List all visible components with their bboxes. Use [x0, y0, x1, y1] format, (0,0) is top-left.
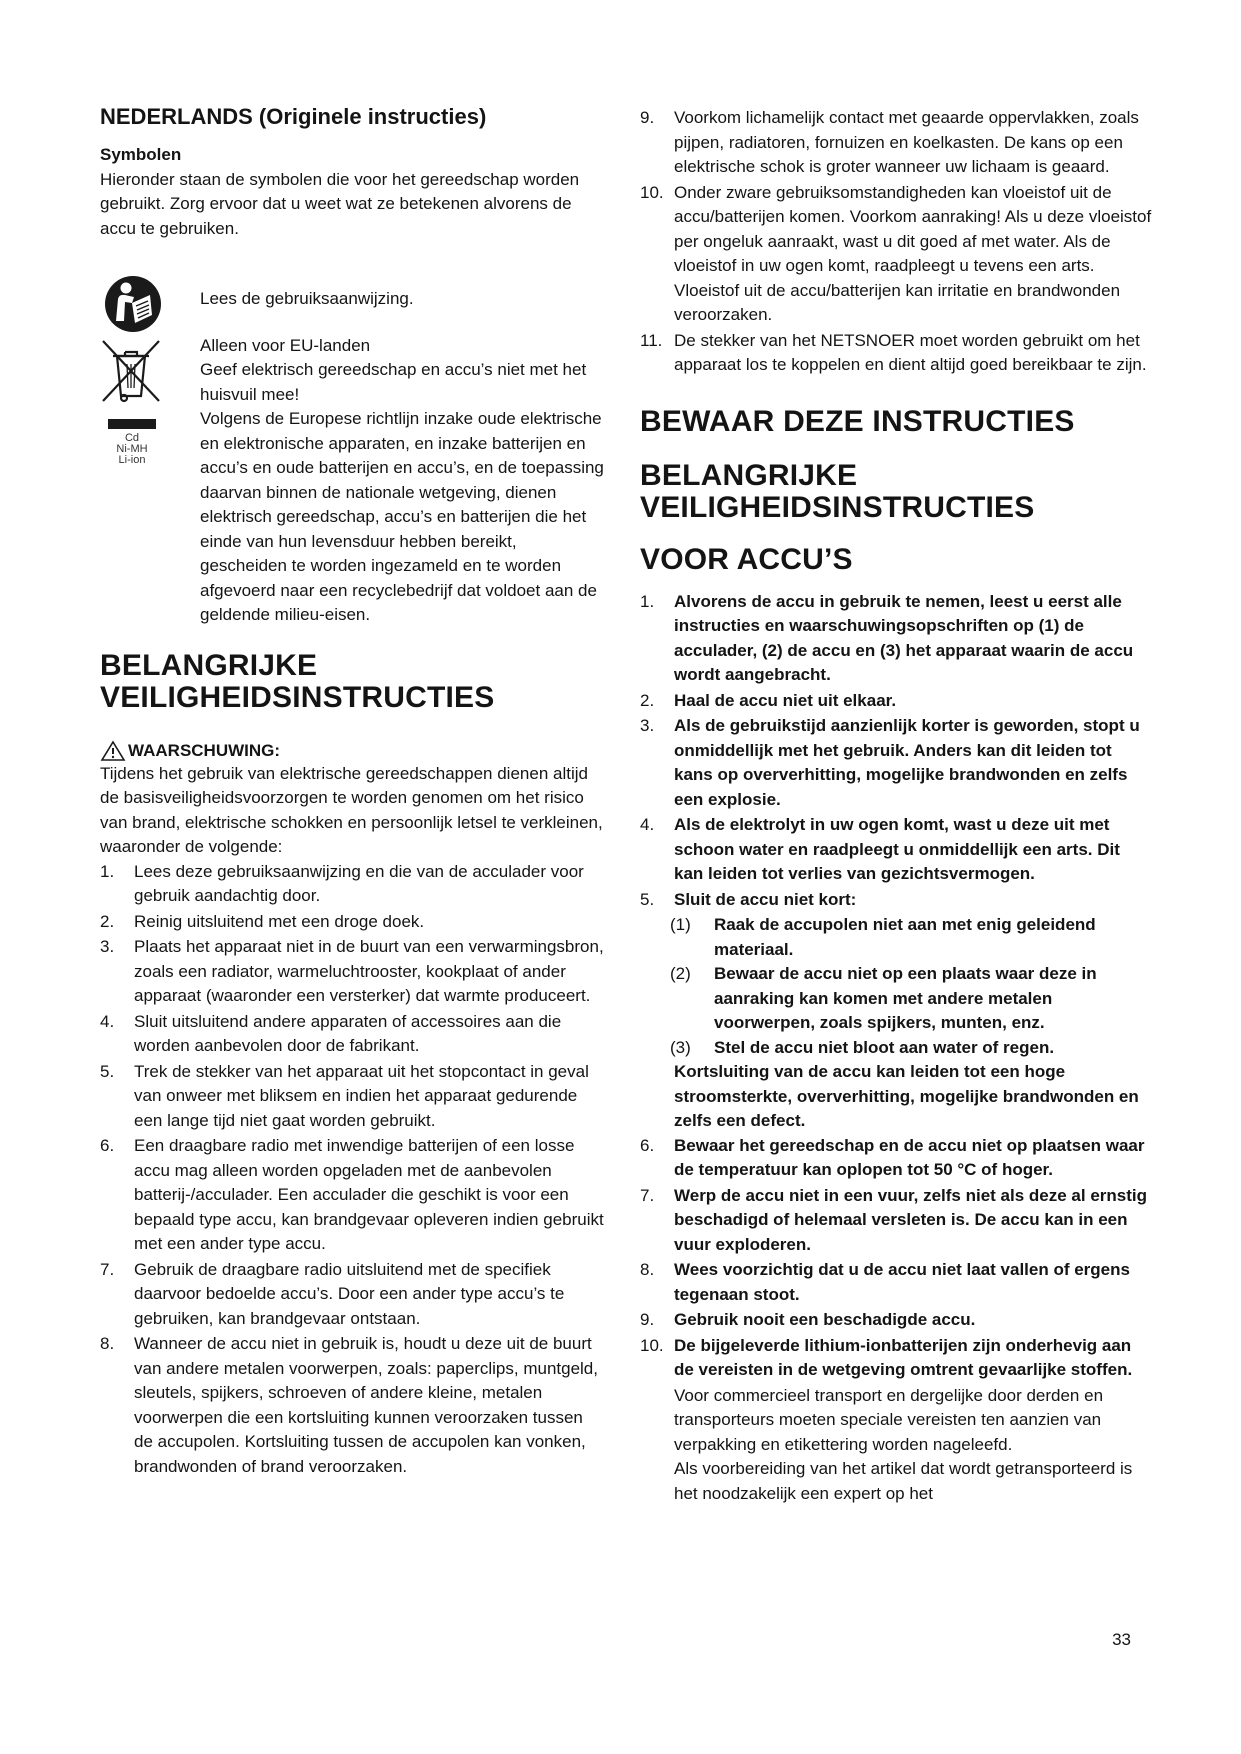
page-title: NEDERLANDS (Originele instructies)	[100, 104, 487, 129]
battery-label-nimh: Ni-MH	[116, 442, 148, 455]
symbol-icons	[100, 334, 168, 466]
battery-labels	[110, 433, 154, 466]
eu-only-label: Alleen voor EU-landen	[200, 335, 371, 355]
right-column	[640, 106, 1152, 1506]
eu-disposal-row	[100, 334, 606, 628]
transport-paragraph-1: Voor commercieel transport en dergelijke door derden en transporteurs moeten speciale vereisten ten aanzien van verpakking en etikettering worden nageleefd.	[674, 1385, 1104, 1454]
section-heading-battery: BELANGRIJKE VEILIGHEIDSINSTRUCTIES	[640, 458, 1035, 524]
read-manual-icon	[104, 275, 172, 338]
list-item: 11. De stekker van het NETSNOER moet worden gebruikt om het apparaat los te koppelen en dient altijd goed bereikbaar te zijn.	[640, 330, 1147, 374]
list-item: 9. Voorkom lichamelijk contact met geaarde oppervlakken, zoals pijpen, radiatoren, fornuizen en koelkasten. De kans op een elektrische schok is groter wanneer uw lichaam is geaard.	[640, 108, 1139, 176]
battery-label-liion: Li-ion	[118, 453, 146, 466]
symbols-intro: Hieronder staan de symbolen die voor het gereedschap worden gebruikt. Zorg ervoor dat u weet wat ze betekenen alvorens de accu te gebruiken.	[100, 169, 580, 238]
list-item: 8. Wees voorzichtig dat u de accu niet laat vallen of ergens tegenaan stoot.	[640, 1260, 1130, 1304]
list-item: 7. Gebruik de draagbare radio uitsluitend met de specifiek daarvoor bedoelde accu’s. Door een ander type accu’s te gebruiken, kan brandgevaar ontstaan.	[100, 1259, 565, 1328]
list-item: (3) Stel de accu niet bloot aan water of regen.	[670, 1037, 1055, 1057]
crossed-bin-icon	[100, 338, 162, 404]
list-item: 3. Plaats het apparaat niet in de buurt van een verwarmingsbron, zoals een radiator, warmeluchtrooster, kookplaat of ander apparaat (waaronder een versterker) dat warmte produceert.	[100, 937, 604, 1005]
list-item: 2. Reinig uitsluitend met een droge doek.	[100, 911, 425, 931]
list-item: 3. Als de gebruikstijd aanzienlijk korter is geworden, stopt u onmiddellijk met het gebruik. Anders kan dit leiden tot kans op oververhitting, mogelijke brandwonden en zelfs een explosie.	[640, 716, 1140, 809]
battery-safety-list	[640, 590, 1152, 913]
list-item: 1. Alvorens de accu in gebruik te nemen, leest u eerst alle instructies en waarschuwingsopschriften op (1) de acculader, (2) de accu en (3) het apparaat waarin de accu wordt aangebracht.	[640, 591, 1134, 684]
list-item: (2) Bewaar de accu niet op een plaats waar deze in aanraking kan komen met andere metalen voorwerpen, zoals spijkers, munten, enz.	[670, 964, 1097, 1032]
list-item: 6. Bewaar het gereedschap en de accu niet op plaatsen waar de temperatuur kan oplopen tot 50 °C of hoger.	[640, 1135, 1145, 1179]
list-item: 2. Haal de accu niet uit elkaar.	[640, 690, 897, 710]
list-item: 5. Sluit de accu niet kort:	[640, 889, 857, 909]
battery-safety-list-continued	[640, 1134, 1152, 1383]
list-item: 7. Werp de accu niet in een vuur, zelfs niet als deze al ernstig beschadigd of helemaal versleten is. De accu kan in een vuur exploderen.	[640, 1185, 1148, 1254]
read-manual-row	[100, 275, 606, 312]
warning-icon	[100, 740, 126, 762]
list-item: 6. Een draagbare radio met inwendige batterijen of een losse accu mag alleen worden opgeladen met de aanbevolen batterij-/acculader. Een acculader die geschikt is voor een bepaald type accu, kan brandgevaar opleveren indien gebruikt met een ander type accu.	[100, 1136, 604, 1253]
list-item: 9. Gebruik nooit een beschadigde accu.	[640, 1310, 976, 1329]
eu-text-1: Geef elektrisch gereedschap en accu’s niet met het huisvuil mee!	[200, 360, 587, 404]
section-heading-battery-sub: VOOR ACCU’S	[640, 542, 853, 576]
save-instructions-heading: BEWAAR DEZE INSTRUCTIES	[640, 404, 1075, 438]
transport-paragraph-2: Als voorbereiding van het artikel dat wordt getransporteerd is het noodzakelijk een expert op het	[674, 1459, 1133, 1503]
short-circuit-sublist	[640, 913, 1152, 1060]
read-manual-text: Lees de gebruiksaanwijzing.	[200, 289, 414, 308]
short-circuit-note: Kortsluiting van de accu kan leiden tot een hoge stroomsterkte, oververhitting, mogelijke brandwonden en zelfs een defect.	[674, 1062, 1139, 1130]
black-bar	[108, 419, 156, 429]
general-safety-list	[100, 860, 606, 1480]
general-safety-list-continued	[640, 106, 1152, 378]
eu-disposal-text	[200, 334, 606, 628]
list-item: 8. Wanneer de accu niet in gebruik is, houdt u deze uit de buurt van andere metalen voorwerpen, zoals: paperclips, muntgeld, sleutels, spijkers, schroeven of andere kleine, metalen voorwerpen die een kortsluiting kunnen veroorzaken tussen de accupolen. Kortsluiting tussen de accupolen kan vonken, brandwonden of brand veroorzaken.	[100, 1334, 598, 1476]
warning-label-text: WAARSCHUWING:	[128, 740, 281, 760]
eu-text-2: Volgens de Europese richtlijn inzake oude elektrische en elektronische apparaten, en inzake batterijen en accu’s en oude batterijen en accu’s, en de toepassing daarvan binnen de nationale wetgeving, dienen elektrisch gereedschap, accu’s en batterijen die het einde van hun levensduur hebben bereikt, gescheiden te worden ingezameld en te worden afgevoerd naar een recyclebedrijf dat voldoet aan de geldende milieu-eisen.	[200, 409, 604, 624]
list-item: (1) Raak de accupolen niet aan met enig geleidend materiaal.	[670, 915, 1096, 959]
list-item: 4. Als de elektrolyt in uw ogen komt, wast u deze uit met schoon water en raadpleegt u onmiddellijk een arts. Dit kan leiden tot verlies van gezichtsvermogen.	[640, 815, 1120, 883]
list-item: 5. Trek de stekker van het apparaat uit het stopcontact in geval van onweer met bliksem en indien het apparaat gedurende een lange tijd niet gaat worden gebruikt.	[100, 1061, 589, 1130]
list-item: 1. Lees deze gebruiksaanwijzing en die van de acculader voor gebruik aandachtig door.	[100, 861, 584, 905]
warning-label	[100, 740, 606, 762]
section-heading-general: BELANGRIJKE VEILIGHEIDSINSTRUCTIES	[100, 648, 495, 714]
symbols-heading: Symbolen	[100, 145, 182, 164]
list-item: 10. De bijgeleverde lithium-ionbatterijen zijn onderhevig aan de vereisten in de wetgeving omtrent gevaarlijke stoffen.	[640, 1335, 1133, 1379]
warning-text: Tijdens het gebruik van elektrische gereedschappen dienen altijd de basisveiligheidsvoorzorgen te worden genomen om het risico van brand, elektrische schokken en persoonlijk letsel te verkleinen, waaronder de volgende:	[100, 763, 603, 856]
list-item: 10. Onder zware gebruiksomstandigheden kan vloeistof uit de accu/batterijen komen. Voorkom aanraking! Als u deze vloeistof per ongeluk aanraakt, wast u dit goed af met water. Als de vloeistof in uw ogen komt, raadpleegt u tevens een arts. Vloeistof uit de accu/batterijen kan irritatie en brandwonden veroorzaken.	[640, 182, 1152, 324]
battery-label-cd: Cd	[124, 431, 140, 444]
page-number: 33	[1112, 1630, 1131, 1649]
list-item: 4. Sluit uitsluitend andere apparaten of accessoires aan die worden aanbevolen door de fabrikant.	[100, 1011, 562, 1055]
left-column	[100, 104, 606, 1480]
